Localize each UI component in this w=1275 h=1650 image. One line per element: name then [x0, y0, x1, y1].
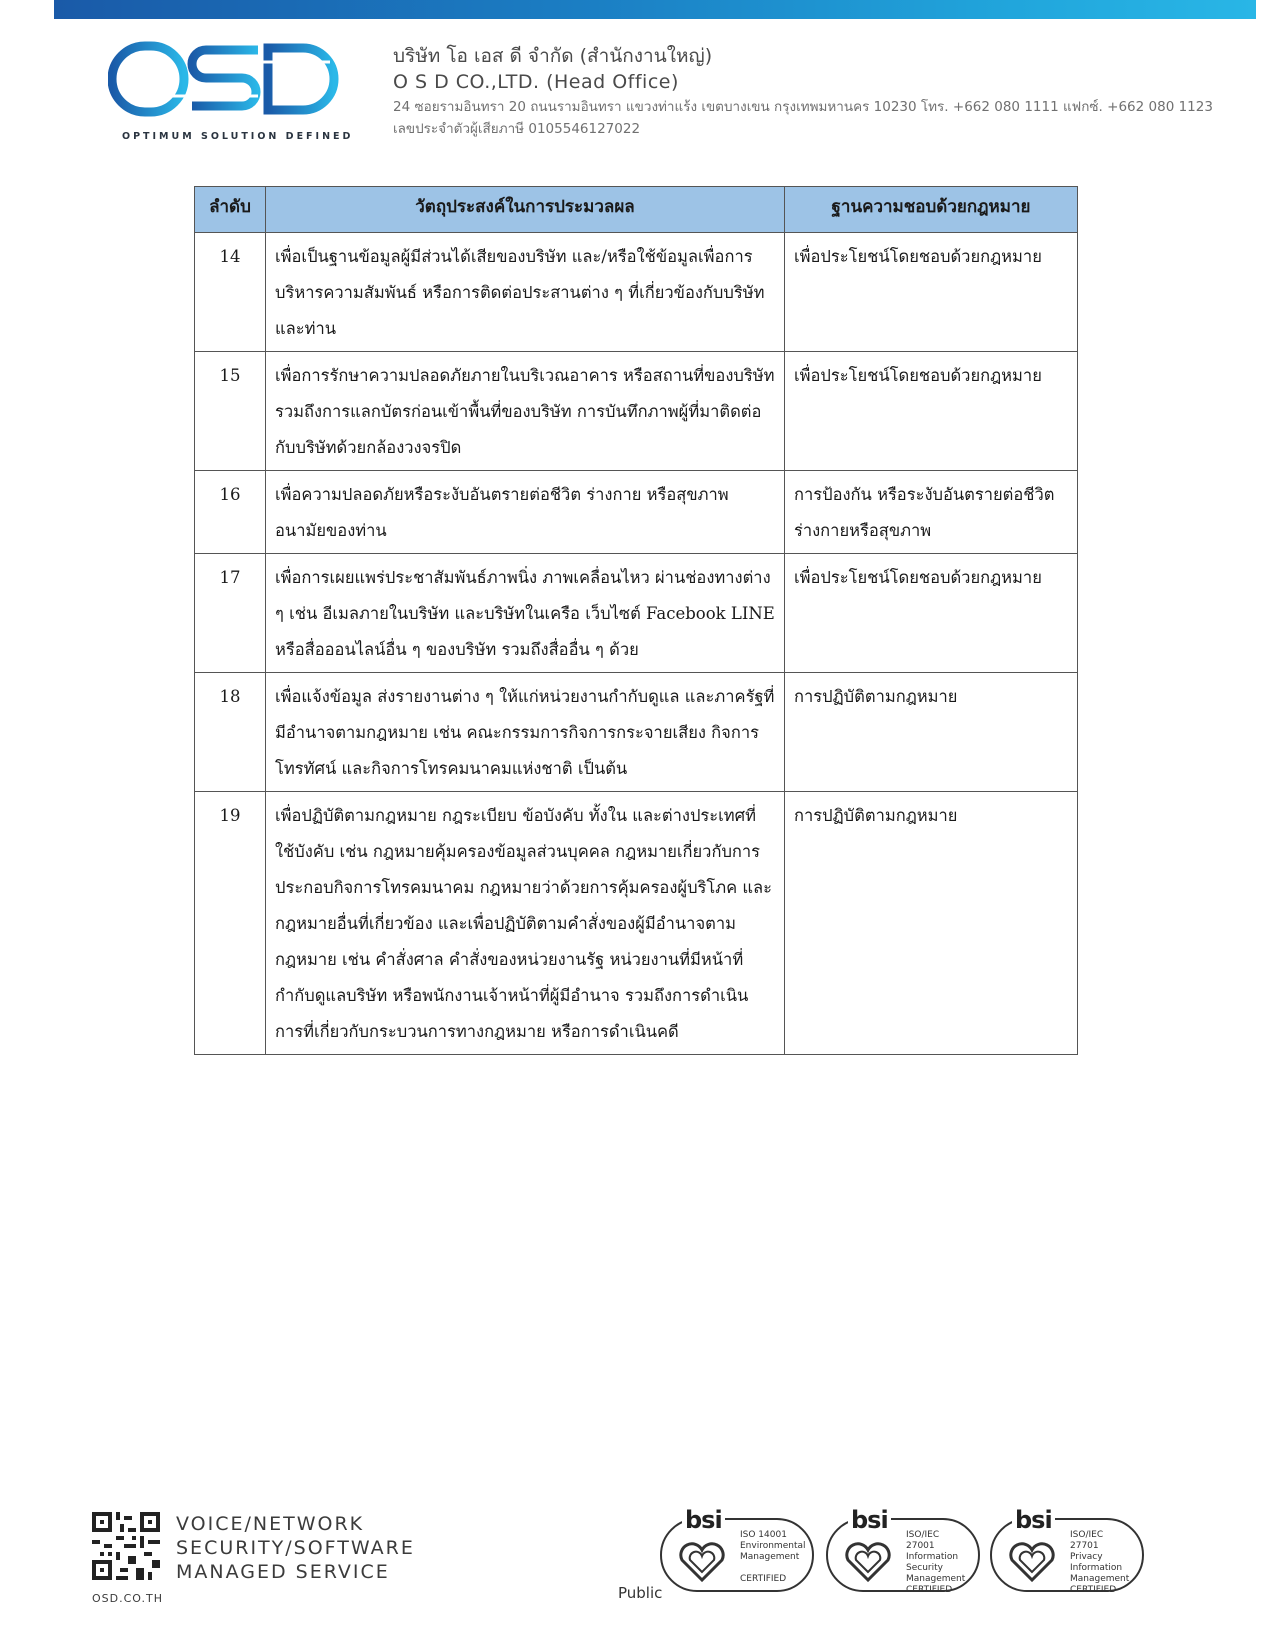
bsi-iso27001-badge: [826, 1508, 986, 1594]
row-legal-basis: การปฏิบัติตามกฎหมาย: [785, 673, 1078, 792]
header-color-bar: [54, 0, 1256, 19]
row-number: 16: [195, 471, 266, 554]
bsi-iso27701-badge: [990, 1508, 1150, 1594]
service-item: VOICE/NETWORK: [176, 1513, 365, 1535]
cert-line: Environmental: [740, 1541, 806, 1551]
service-item: SECURITY/SOFTWARE: [176, 1537, 415, 1559]
cert-line: Management: [906, 1574, 966, 1584]
kitemark-icon: [1006, 1542, 1058, 1582]
classification-label: Public: [618, 1584, 663, 1602]
row-number: 19: [195, 792, 266, 1055]
cert-line: ISO 14001: [740, 1530, 787, 1540]
logo-tagline: OPTIMUM SOLUTION DEFINED: [122, 131, 354, 142]
table-row: [195, 673, 1078, 792]
row-legal-basis: เพื่อประโยชน์โดยชอบด้วยกฎหมาย: [785, 352, 1078, 471]
bsi-iso14001-badge: [660, 1508, 820, 1594]
row-purpose: เพื่อเป็นฐานข้อมูลผู้มีส่วนได้เสียของบริษัท และ/หรือใช้ข้อมูลเพื่อการบริหารความสัมพันธ์ หรือการติดต่อประสานต่าง ๆ ที่เกี่ยวข้องกับบริษัทและท่าน: [266, 233, 785, 352]
row-legal-basis: การป้องกัน หรือระงับอันตรายต่อชีวิต ร่างกายหรือสุขภาพ: [785, 471, 1078, 554]
row-purpose: เพื่อการรักษาความปลอดภัยภายในบริเวณอาคาร หรือสถานที่ของบริษัท รวมถึงการแลกบัตรก่อนเข้าพื้นที่ของบริษัท การบันทึกภาพผู้ที่มาติดต่อกับบริษัทด้วยกล้องวงจรปิด: [266, 352, 785, 471]
table-row: [195, 471, 1078, 554]
cert-line: 27001: [906, 1541, 935, 1551]
website-label: OSD.CO.TH: [92, 1592, 163, 1605]
bsi-brand: bsi: [1012, 1506, 1055, 1534]
bsi-brand: bsi: [848, 1506, 891, 1534]
bsi-brand: bsi: [682, 1506, 725, 1534]
row-purpose: เพื่อความปลอดภัยหรือระงับอันตรายต่อชีวิต ร่างกาย หรือสุขภาพอนามัยของท่าน: [266, 471, 785, 554]
osd-logo: [108, 40, 353, 145]
company-info: [393, 44, 1213, 140]
cert-line: Management: [740, 1552, 800, 1562]
company-name-thai: บริษัท โอ เอส ดี จำกัด (สำนักงานใหญ่): [393, 45, 713, 67]
cert-line: CERTIFIED: [906, 1585, 953, 1595]
service-list: [176, 1512, 415, 1584]
table-row: [195, 233, 1078, 352]
cert-line: ISO/IEC: [1070, 1530, 1104, 1540]
company-address: 24 ซอยรามอินทรา 20 ถนนรามอินทรา แขวงท่าแร้ง เขตบางเขน กรุงเทพมหานคร 10230 โทร. +662 080 1111 แฟกซ์. +662 080 1123: [393, 99, 1213, 115]
column-header-legal-basis: ฐานความชอบด้วยกฎหมาย: [785, 187, 1078, 233]
column-header-purpose: วัตถุประสงค์ในการประมวลผล: [266, 187, 785, 233]
row-legal-basis: เพื่อประโยชน์โดยชอบด้วยกฎหมาย: [785, 233, 1078, 352]
company-name-english: O S D CO.,LTD. (Head Office): [393, 71, 679, 93]
cert-line: Information: [1070, 1563, 1123, 1573]
row-legal-basis: การปฏิบัติตามกฎหมาย: [785, 792, 1078, 1055]
table-row: [195, 352, 1078, 471]
cert-line: Information Security: [906, 1552, 959, 1573]
table-row: [195, 554, 1078, 673]
row-purpose: เพื่อปฏิบัติตามกฎหมาย กฎระเบียบ ข้อบังคับ ทั้งใน และต่างประเทศที่ใช้บังคับ เช่น กฎหมายคุ้มครองข้อมูลส่วนบุคคล กฎหมายเกี่ยวกับการประกอบกิจการโทรคมนาคม กฎหมายว่าด้วยการคุ้มครองผู้บริโภค และกฎหมายอื่นที่เกี่ยวข้อง และเพื่อปฏิบัติตามคำสั่งของผู้มีอำนาจตามกฎหมาย เช่น คำสั่งศาล คำสั่งของหน่วยงานรัฐ หน่วยงานที่มีหน้าที่กำกับดูแลบริษัท หรือพนักงานเจ้าหน้าที่ผู้มีอำนาจ รวมถึงการดำเนินการที่เกี่ยวกับกระบวนการทางกฎหมาย หรือการดำเนินคดี: [266, 792, 785, 1055]
cert-line: ISO/IEC: [906, 1530, 940, 1540]
cert-line: [740, 1563, 805, 1574]
kitemark-icon: [842, 1542, 894, 1582]
row-number: 14: [195, 233, 266, 352]
cert-line: 27701: [1070, 1541, 1099, 1551]
qr-code: [92, 1512, 160, 1580]
row-purpose: เพื่อแจ้งข้อมูล ส่งรายงานต่าง ๆ ให้แก่หน่วยงานกำกับดูแล และภาครัฐที่มีอำนาจตามกฎหมาย เช่น คณะกรรมการกิจการกระจายเสียง กิจการโทรทัศน์ และกิจการโทรคมนาคมแห่งชาติ เป็นต้น: [266, 673, 785, 792]
service-item: MANAGED SERVICE: [176, 1561, 390, 1583]
table-row: [195, 792, 1078, 1055]
row-legal-basis: เพื่อประโยชน์โดยชอบด้วยกฎหมาย: [785, 554, 1078, 673]
column-header-number: ลำดับ: [195, 187, 266, 233]
cert-line: Management: [1070, 1574, 1130, 1584]
processing-purpose-table: [194, 186, 1078, 1055]
table-header-row: [195, 187, 1078, 233]
cert-line: CERTIFIED: [740, 1574, 787, 1584]
cert-line: CERTIFIED: [1070, 1585, 1117, 1595]
row-number: 18: [195, 673, 266, 792]
company-tax-id: เลขประจำตัวผู้เสียภาษี 0105546127022: [393, 121, 641, 137]
row-number: 15: [195, 352, 266, 471]
kitemark-icon: [676, 1542, 728, 1582]
cert-line: Privacy: [1070, 1552, 1103, 1562]
row-purpose: เพื่อการเผยแพร่ประชาสัมพันธ์ภาพนิ่ง ภาพเคลื่อนไหว ผ่านช่องทางต่าง ๆ เช่น อีเมลภายในบริษัท และบริษัทในเครือ เว็บไซต์ Facebook LINE หรือสื่อออนไลน์อื่น ๆ ของบริษัท รวมถึงสื่ออื่น ๆ ด้วย: [266, 554, 785, 673]
row-number: 17: [195, 554, 266, 673]
